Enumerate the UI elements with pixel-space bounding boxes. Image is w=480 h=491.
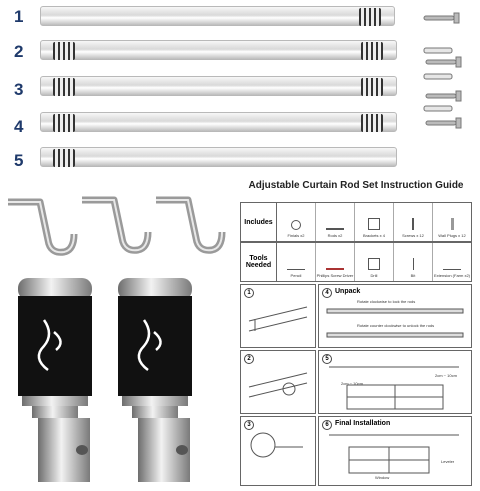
instruction-guide [236,180,476,488]
guide-title: Adjustable Curtain Rod Set Instruction Guide [248,180,464,191]
rod-lock-icon [319,285,471,347]
spring-coil-icon [361,78,383,96]
finial-pair-icon [10,270,210,490]
includes-table [240,202,472,242]
spring-coil-icon [53,78,75,96]
step-panel: 3 [240,416,316,486]
curtain-rod [40,147,397,167]
step-panel: 5 2cm ~ 10cm 2cm ~ 10cm [318,350,472,414]
curtain-rod [40,40,397,60]
rod-number: 2 [14,42,24,61]
step-panel: 1 [240,284,316,348]
final-install-icon [319,417,471,485]
includes-label: Includes [241,203,277,241]
step-panel: 6 Final Installation Window Leveler [318,416,472,486]
curtain-rod [40,6,395,26]
includes-item: Rods x2 [316,203,355,241]
tools-item: Bit [394,243,433,281]
window-rod-icon [319,351,471,413]
spring-coil-icon [53,114,75,132]
rod-number: 4 [14,117,24,136]
wall-measure-icon [241,285,315,347]
spring-coil-icon [361,42,383,60]
spring-coil-icon [53,42,75,60]
tools-item: Pencil [277,243,316,281]
includes-item: Brackets x 4 [355,203,394,241]
tools-label: Tools Needed [241,243,277,281]
step-panel: 4 Unpack Rotate clockwise to lock the rods Rotate counter clockwise to unlock the rods [318,284,472,348]
tools-item: Drill [355,243,394,281]
bracket-set-icon [0,192,236,264]
includes-item: Wall Plugs x 12 [433,203,471,241]
spring-coil-icon [359,8,381,26]
rod-number: 5 [14,151,24,170]
spring-coil-icon [53,149,75,167]
spring-coil-icon [361,114,383,132]
step-panel: 2 [240,350,316,414]
rod-number: 3 [14,80,24,99]
curtain-rod [40,76,397,96]
bracket-mount-icon [241,351,315,413]
curtain-rod [40,112,397,132]
includes-item: Finials x2 [277,203,316,241]
finial-screw-icon [241,417,315,485]
includes-item: Screws x 12 [394,203,433,241]
tools-item: Phillips Screw Driver [316,243,355,281]
tools-table [240,242,472,282]
screw-set-icon [418,8,468,138]
tools-item: Extension (Farm x2) [433,243,471,281]
rod-number: 1 [14,7,24,26]
